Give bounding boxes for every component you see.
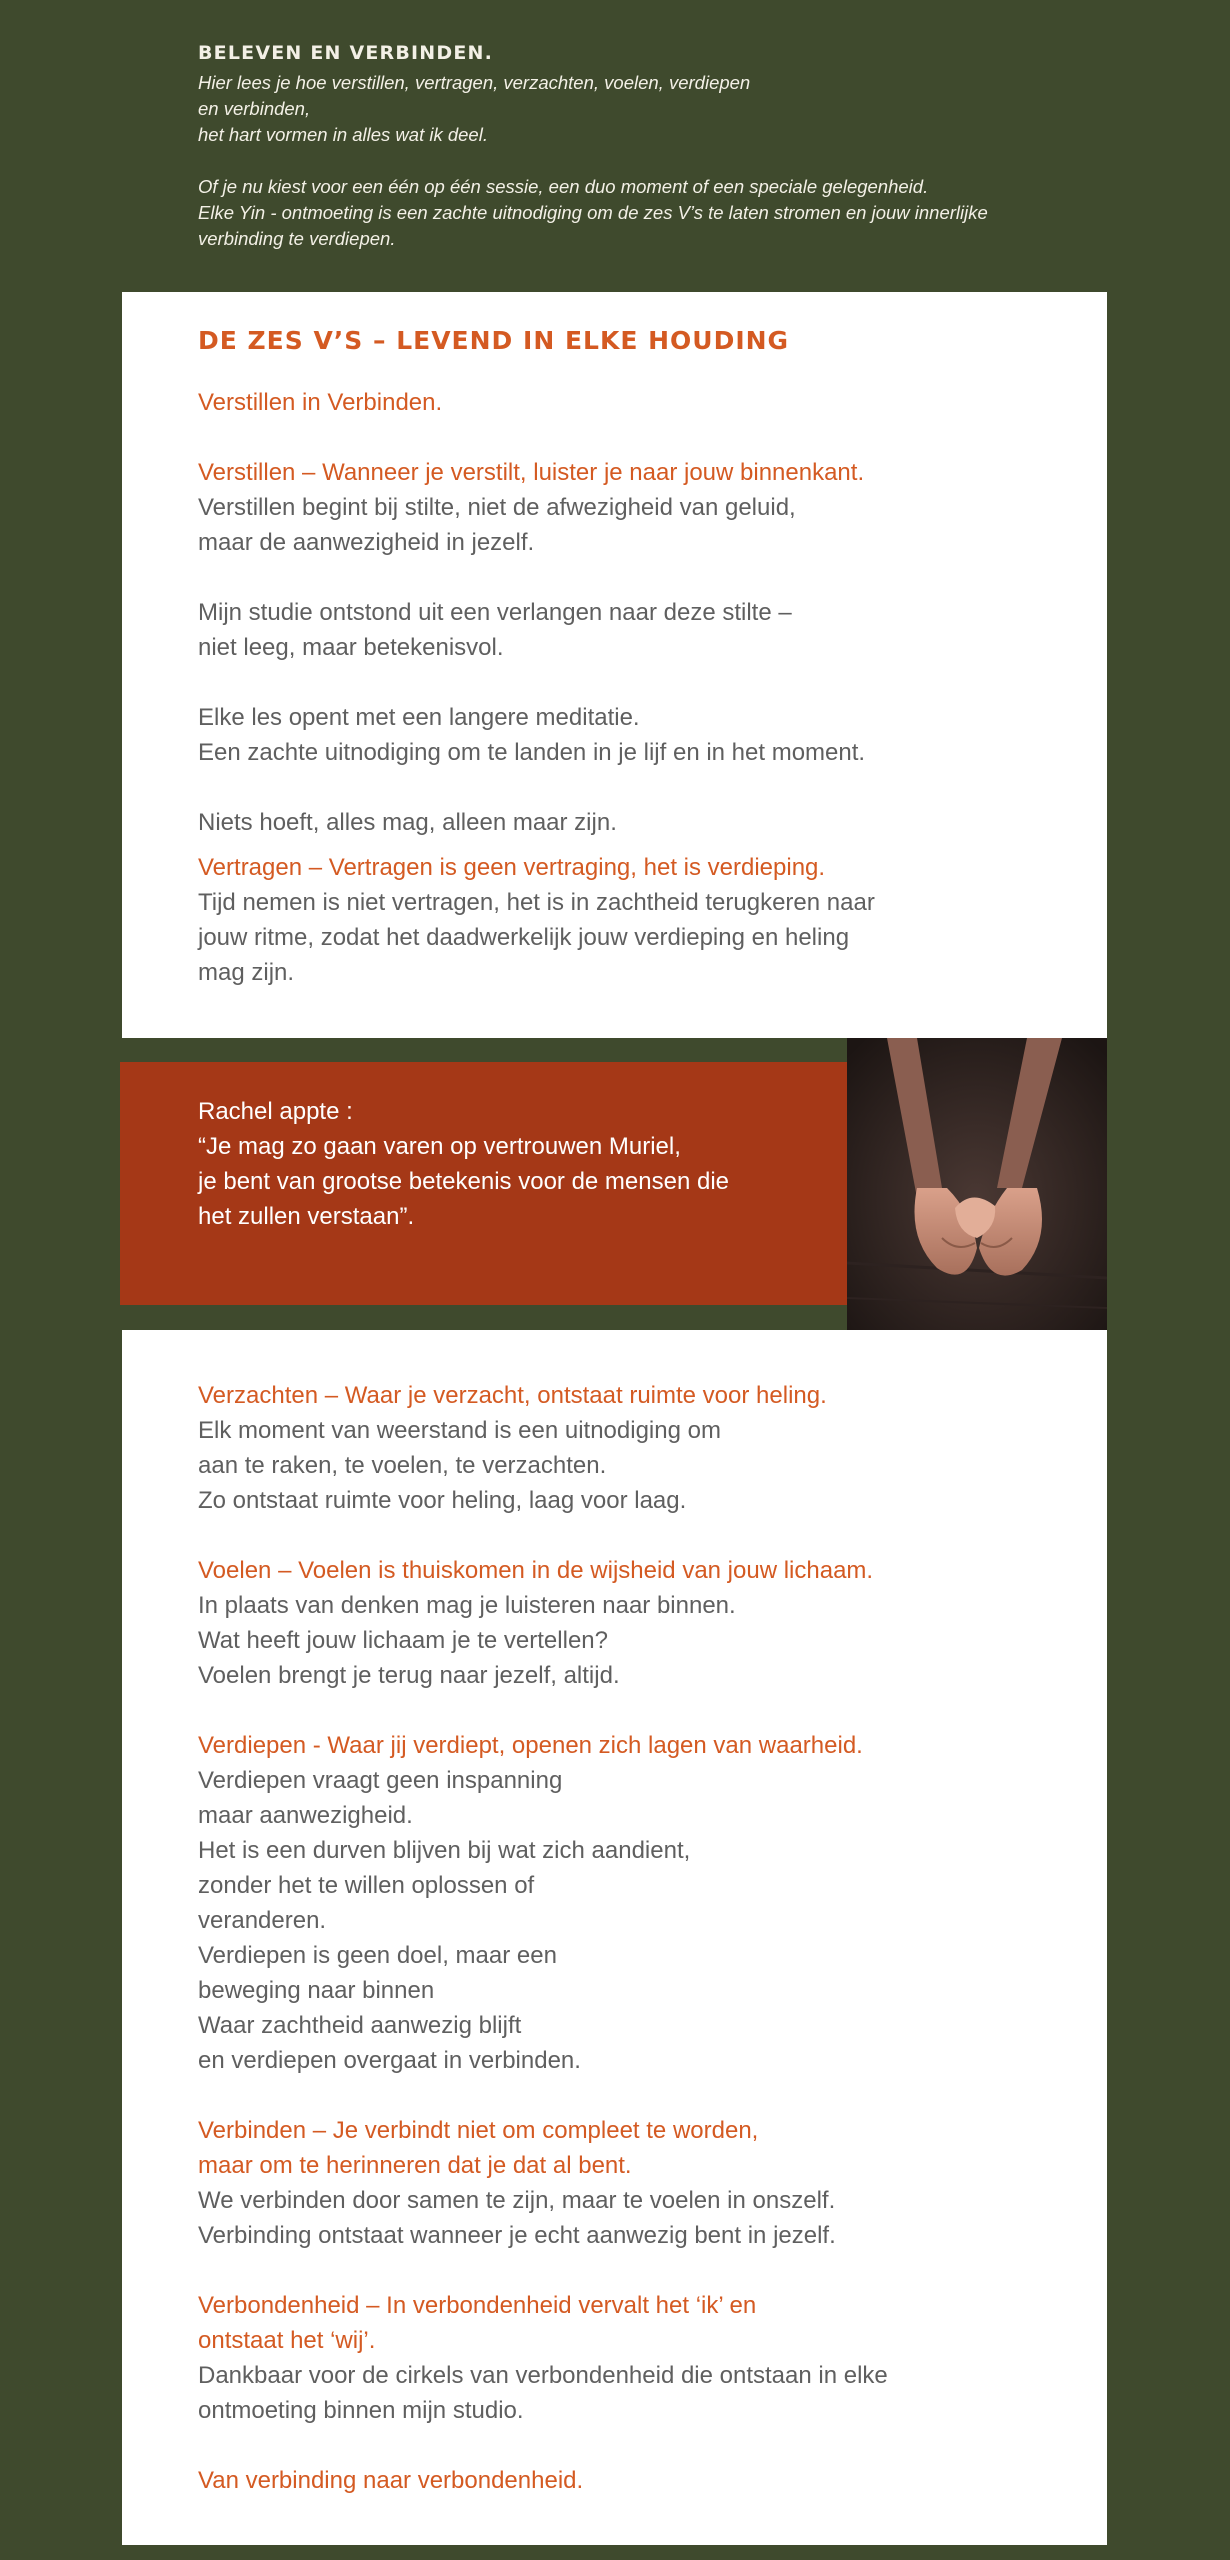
- verdiepen-title: Verdiepen - Waar jij verdiept, openen zich lagen van waarheid.: [198, 1732, 863, 1759]
- intro-line: en verbinden,: [198, 98, 311, 119]
- intro-line: Hier lees je hoe verstillen, vertragen, verzachten, voelen, verdiepen: [198, 72, 751, 93]
- subheading: Verstillen in Verbinden.: [198, 389, 443, 416]
- verbondenheid-title: Verbondenheid – In verbondenheid vervalt het ‘ik’ en: [198, 2292, 757, 2319]
- body-line: Mijn studie ontstond uit een verlangen naar deze stilte –: [198, 599, 792, 626]
- vertragen-title: Vertragen – Vertragen is geen vertraging, het is verdieping.: [198, 854, 826, 881]
- content-card-bottom: [122, 1330, 1107, 2545]
- body-line: niet leeg, maar betekenisvol.: [198, 634, 504, 661]
- body-line: Een zachte uitnodiging om te landen in je lijf en in het moment.: [198, 739, 866, 766]
- intro-line: Of je nu kiest voor een één op één sessie, een duo moment of een speciale gelegenheid.: [198, 176, 929, 197]
- body-line: maar de aanwezigheid in jezelf.: [198, 529, 535, 556]
- quote-line: Rachel appte :: [198, 1098, 353, 1125]
- body-line: Het is een durven blijven bij wat zich aandient,: [198, 1837, 691, 1864]
- intro-line: verbinding te verdiepen.: [198, 228, 396, 249]
- intro-line: Elke Yin - ontmoeting is een zachte uitnodiging om de zes V’s te laten stromen en jouw innerlijke: [198, 202, 988, 223]
- body-line: Wat heeft jouw lichaam je te vertellen?: [198, 1627, 608, 1654]
- section-heading: DE ZES V’S – LEVEND IN ELKE HOUDING: [198, 326, 790, 355]
- body-line: Verstillen begint bij stilte, niet de afwezigheid van geluid,: [198, 494, 796, 521]
- body-line: Elk moment van weerstand is een uitnodiging om: [198, 1417, 721, 1444]
- body-line: mag zijn.: [198, 959, 295, 986]
- body-line: en verdiepen overgaat in verbinden.: [198, 2047, 581, 2074]
- quote-box: [120, 1062, 847, 1305]
- body-line: Verbinding ontstaat wanneer je echt aanwezig bent in jezelf.: [198, 2222, 836, 2249]
- body-line: zonder het te willen oplossen of: [198, 1872, 535, 1899]
- body-line: Niets hoeft, alles mag, alleen maar zijn.: [198, 809, 617, 836]
- quote-line: “Je mag zo gaan varen op vertrouwen Muriel,: [198, 1133, 681, 1160]
- body-line: beweging naar binnen: [198, 1977, 435, 2004]
- quote-line: het zullen verstaan”.: [198, 1203, 415, 1230]
- hands-photo: [847, 1038, 1107, 1330]
- body-line: maar aanwezigheid.: [198, 1802, 413, 1829]
- verbinden-title: maar om te herinneren dat je dat al bent.: [198, 2152, 632, 2179]
- body-line: jouw ritme, zodat het daadwerkelijk jouw verdieping en heling: [198, 924, 850, 951]
- body-line: Voelen brengt je terug naar jezelf, altijd.: [198, 1662, 620, 1689]
- body-line: Tijd nemen is niet vertragen, het is in zachtheid terugkeren naar: [198, 889, 875, 916]
- body-line: Verdiepen vraagt geen inspanning: [198, 1767, 563, 1794]
- verzachten-title: Verzachten – Waar je verzacht, ontstaat ruimte voor heling.: [198, 1382, 827, 1409]
- intro-title: BELEVEN EN VERBINDEN.: [198, 42, 494, 64]
- body-line: ontmoeting binnen mijn studio.: [198, 2397, 524, 2424]
- body-line: Elke les opent met een langere meditatie.: [198, 704, 640, 731]
- closing-line: Van verbinding naar verbondenheid.: [198, 2467, 584, 2494]
- body-line: Zo ontstaat ruimte voor heling, laag voor laag.: [198, 1487, 687, 1514]
- verbondenheid-title: ontstaat het ‘wij’.: [198, 2327, 376, 2354]
- body-line: veranderen.: [198, 1907, 327, 1934]
- body-line: Verdiepen is geen doel, maar een: [198, 1942, 557, 1969]
- content-card-top: [122, 292, 1107, 1038]
- body-line: aan te raken, te voelen, te verzachten.: [198, 1452, 607, 1479]
- body-line: Waar zachtheid aanwezig blijft: [198, 2012, 522, 2039]
- verbinden-title: Verbinden – Je verbindt niet om compleet te worden,: [198, 2117, 759, 2144]
- body-line: In plaats van denken mag je luisteren naar binnen.: [198, 1592, 736, 1619]
- body-line: Dankbaar voor de cirkels van verbondenheid die ontstaan in elke: [198, 2362, 888, 2389]
- verstillen-title: Verstillen – Wanneer je verstilt, luister je naar jouw binnenkant.: [198, 459, 865, 486]
- body-line: We verbinden door samen te zijn, maar te voelen in onszelf.: [198, 2187, 836, 2214]
- intro-section: [198, 42, 1038, 252]
- quote-line: je bent van grootse betekenis voor de mensen die: [198, 1168, 730, 1195]
- voelen-title: Voelen – Voelen is thuiskomen in de wijsheid van jouw lichaam.: [198, 1557, 874, 1584]
- intro-line: het hart vormen in alles wat ik deel.: [198, 124, 488, 145]
